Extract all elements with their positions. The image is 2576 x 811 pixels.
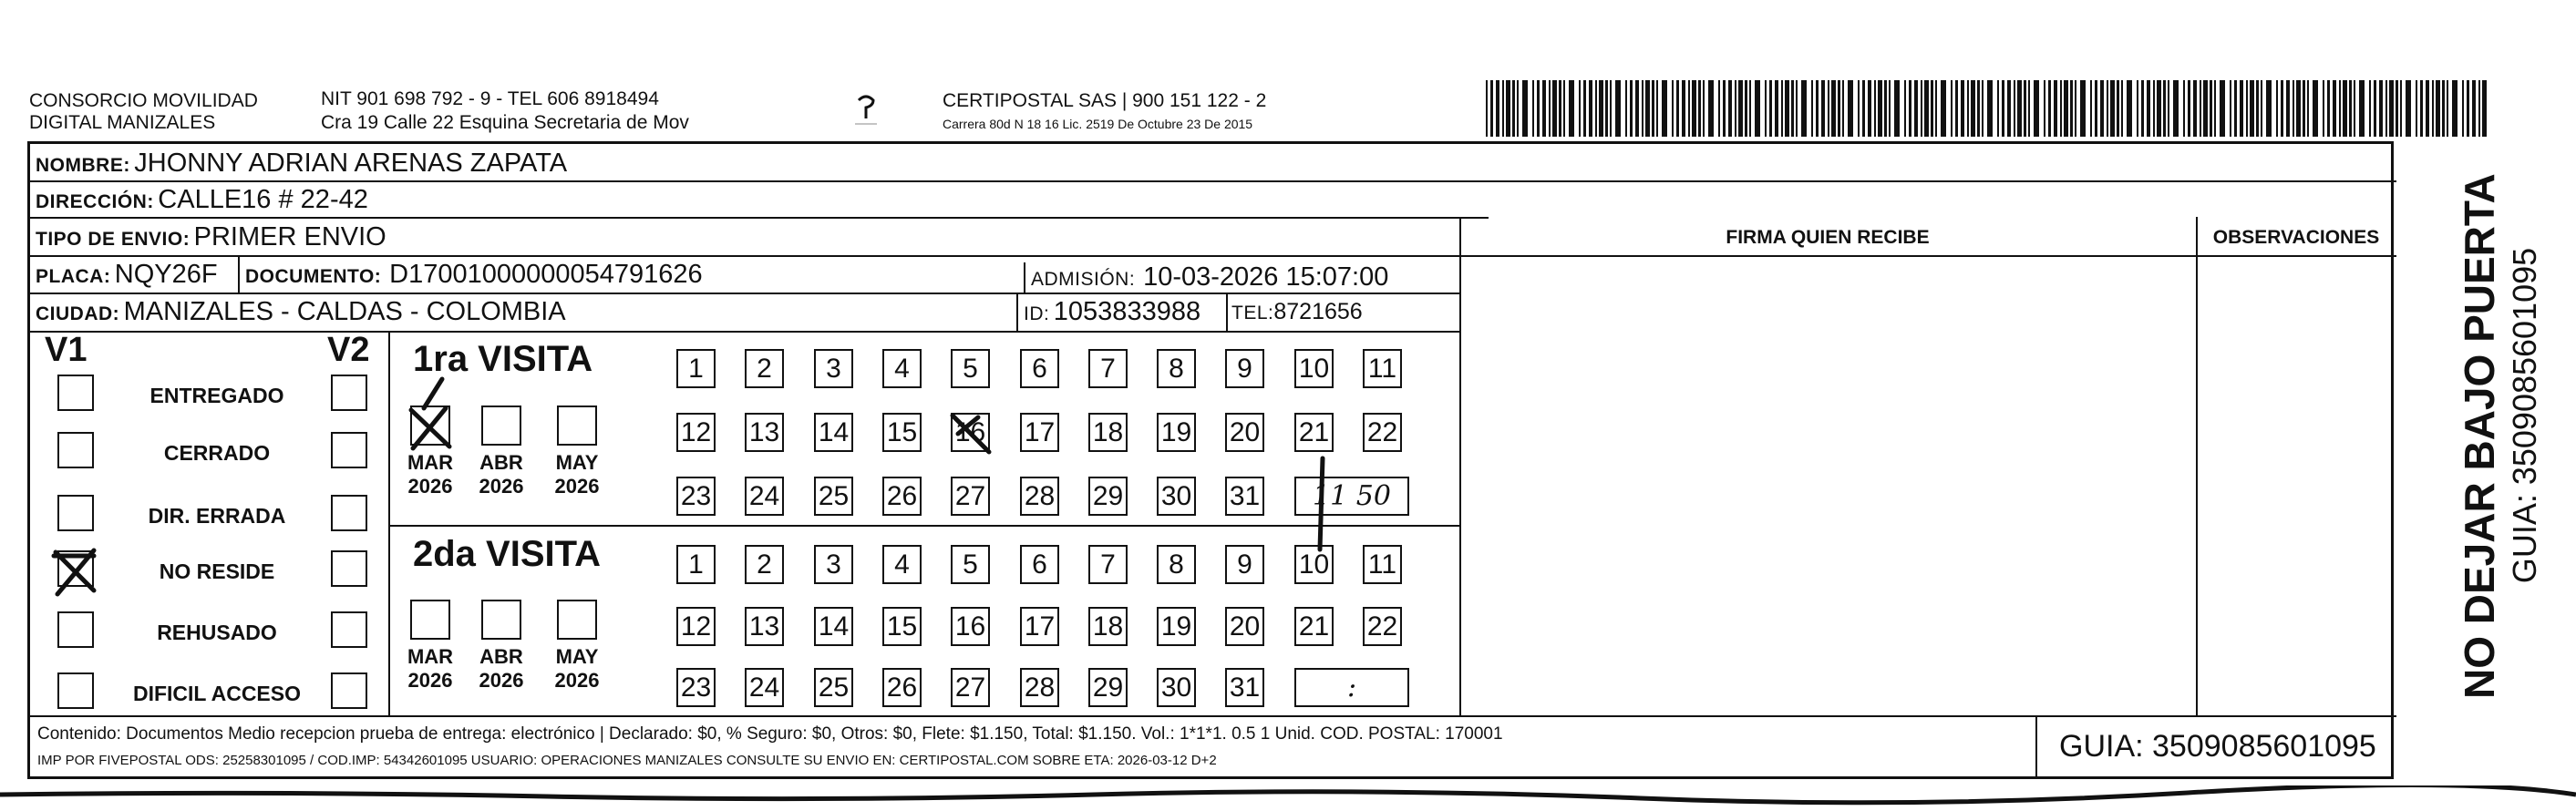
day-box[interactable]: 15 xyxy=(882,607,922,646)
direccion-label: DIRECCIÓN: xyxy=(36,191,154,212)
carrier-line2: Carrera 80d N 18 16 Lic. 2519 De Octubre 23 De 2015 xyxy=(943,117,1253,131)
direccion-value: CALLE16 # 22-42 xyxy=(158,185,368,214)
day-box[interactable]: 14 xyxy=(814,413,853,452)
barcode-icon xyxy=(1486,80,2488,137)
month-checkbox[interactable] xyxy=(557,600,597,640)
documento-label: DOCUMENTO: xyxy=(245,266,382,287)
firma-column-header: FIRMA QUIEN RECIBE xyxy=(1726,227,1930,248)
day-box[interactable]: 8 xyxy=(1157,349,1196,388)
day-box[interactable]: 10 xyxy=(1294,545,1334,584)
day-box[interactable]: 5 xyxy=(951,349,990,388)
tear-edge xyxy=(0,785,2576,811)
day-box[interactable]: 23 xyxy=(676,477,716,516)
day-box[interactable]: 25 xyxy=(814,477,853,516)
day-box[interactable]: 30 xyxy=(1157,668,1196,707)
day-box[interactable]: 11 xyxy=(1363,545,1402,584)
month-label: MAR xyxy=(407,645,454,668)
day-box[interactable]: 2 xyxy=(745,349,784,388)
day-box[interactable]: 12 xyxy=(676,607,716,646)
month-label: ABR xyxy=(479,451,523,474)
day-box[interactable]: 9 xyxy=(1225,545,1264,584)
day-box[interactable]: 16 xyxy=(951,413,990,452)
ciudad-value: MANIZALES - CALDAS - COLOMBIA xyxy=(123,297,566,326)
year-label: 2026 xyxy=(479,475,524,498)
footer-imp-line: IMP POR FIVEPOSTAL ODS: 25258301095 / COD.IMP: 54342601095 USUARIO: OPERACIONES MANIZALES CONSULTE SU ENVIO EN: CERTIPOSTAL.COM SOBRE ETA: 2026-03-12 D+2 xyxy=(37,753,1217,768)
observaciones-column-header: OBSERVACIONES xyxy=(2212,227,2380,248)
day-box[interactable]: 31 xyxy=(1225,477,1264,516)
v1-label: V1 xyxy=(45,331,88,369)
first-visit-title: 1ra VISITA xyxy=(413,339,593,379)
company-name-line2: DIGITAL MANIZALES xyxy=(29,112,216,133)
day-box[interactable]: 5 xyxy=(951,545,990,584)
tel-value: 8721656 xyxy=(1273,299,1363,324)
year-label: 2026 xyxy=(554,475,600,498)
v2-checkbox[interactable] xyxy=(331,611,367,648)
carrier-line1: CERTIPOSTAL SAS | 900 151 122 - 2 xyxy=(943,90,1267,111)
side-text xyxy=(2406,173,2543,699)
month-checkbox[interactable] xyxy=(481,600,521,640)
v1-checkbox[interactable] xyxy=(57,611,94,648)
status-option-label: ENTREGADO xyxy=(149,384,284,407)
status-option-label: DIR. ERRADA xyxy=(148,504,286,528)
day-box[interactable]: 17 xyxy=(1020,413,1059,452)
day-box[interactable]: 17 xyxy=(1020,607,1059,646)
day-box[interactable]: 26 xyxy=(882,477,922,516)
nit-line: NIT 901 698 792 - 9 - TEL 606 8918494 xyxy=(321,88,659,109)
day-box[interactable]: 18 xyxy=(1088,413,1128,452)
day-box[interactable]: 7 xyxy=(1088,349,1128,388)
day-box[interactable]: 15 xyxy=(882,413,922,452)
month-label: ABR xyxy=(479,645,523,668)
nombre-label: NOMBRE: xyxy=(36,155,130,176)
day-box[interactable]: 9 xyxy=(1225,349,1264,388)
day-box[interactable]: 2 xyxy=(745,545,784,584)
month-checkbox[interactable] xyxy=(410,600,450,640)
v1-checkbox[interactable] xyxy=(57,495,94,531)
year-label: 2026 xyxy=(554,669,600,692)
day-box[interactable]: 19 xyxy=(1157,607,1196,646)
day-box[interactable]: 4 xyxy=(882,349,922,388)
placa-label: PLACA: xyxy=(36,266,111,287)
day-box[interactable]: 18 xyxy=(1088,607,1128,646)
tipo-envio-label: TIPO DE ENVIO: xyxy=(36,229,191,250)
day-box[interactable]: 22 xyxy=(1363,413,1402,452)
day-box[interactable]: 21 xyxy=(1294,607,1334,646)
v2-checkbox[interactable] xyxy=(331,495,367,531)
v2-checkbox[interactable] xyxy=(331,432,367,468)
year-label: 2026 xyxy=(407,669,453,692)
day-box[interactable]: 29 xyxy=(1088,668,1128,707)
tel-label: TEL: xyxy=(1231,303,1274,323)
day-box[interactable]: 13 xyxy=(745,413,784,452)
time-box[interactable]: 11 50 xyxy=(1294,477,1409,516)
day-box[interactable]: 13 xyxy=(745,607,784,646)
day-box[interactable]: 27 xyxy=(951,477,990,516)
month-checkbox[interactable] xyxy=(410,406,450,446)
status-option-label: NO RESIDE xyxy=(159,559,275,583)
nombre-value: JHONNY ADRIAN ARENAS ZAPATA xyxy=(134,149,568,178)
day-box[interactable]: 6 xyxy=(1020,545,1059,584)
v1-checkbox[interactable] xyxy=(57,432,94,468)
day-box[interactable]: 20 xyxy=(1225,413,1264,452)
documento-value: D17001000000054791626 xyxy=(389,260,703,289)
admision-value: 10-03-2026 15:07:00 xyxy=(1143,262,1389,292)
day-box[interactable]: 1 xyxy=(676,349,716,388)
pin-logo-icon xyxy=(848,91,884,128)
day-box[interactable]: 28 xyxy=(1020,477,1059,516)
day-box[interactable]: 10 xyxy=(1294,349,1334,388)
month-label: MAY xyxy=(555,645,599,668)
status-option-label: DIFICIL ACCESO xyxy=(132,682,301,705)
month-label: MAR xyxy=(407,451,454,474)
v2-checkbox[interactable] xyxy=(331,375,367,411)
day-box[interactable]: 30 xyxy=(1157,477,1196,516)
year-label: 2026 xyxy=(407,475,453,498)
day-box[interactable]: 20 xyxy=(1225,607,1264,646)
month-label: MAY xyxy=(555,451,599,474)
status-option-label: CERRADO xyxy=(163,441,271,465)
v1-checkbox[interactable] xyxy=(57,672,94,709)
day-box[interactable]: 7 xyxy=(1088,545,1128,584)
day-box[interactable]: 14 xyxy=(814,607,853,646)
ciudad-label: CIUDAD: xyxy=(36,303,120,324)
day-box[interactable]: 3 xyxy=(814,545,853,584)
v2-checkbox[interactable] xyxy=(331,672,367,709)
time-box[interactable]: : xyxy=(1294,668,1409,707)
company-name-line1: CONSORCIO MOVILIDAD xyxy=(29,90,258,111)
day-box[interactable]: 8 xyxy=(1157,545,1196,584)
month-checkbox[interactable] xyxy=(481,406,521,446)
day-box[interactable]: 11 xyxy=(1363,349,1402,388)
day-box[interactable]: 6 xyxy=(1020,349,1059,388)
day-box[interactable]: 19 xyxy=(1157,413,1196,452)
footer-guia: GUIA: 3509085601095 xyxy=(2059,729,2376,764)
v1-checkbox[interactable] xyxy=(57,375,94,411)
admision-label: ADMISIÓN: xyxy=(1031,269,1136,290)
day-box[interactable]: 1 xyxy=(676,545,716,584)
second-visit-title: 2da VISITA xyxy=(413,534,601,574)
day-box[interactable]: 29 xyxy=(1088,477,1128,516)
v1-checkbox[interactable] xyxy=(57,550,94,587)
day-box[interactable]: 31 xyxy=(1225,668,1264,707)
day-box[interactable]: 21 xyxy=(1294,413,1334,452)
delivery-form xyxy=(27,141,2394,779)
year-label: 2026 xyxy=(479,669,524,692)
day-box[interactable]: 25 xyxy=(814,668,853,707)
day-box[interactable]: 27 xyxy=(951,668,990,707)
v2-label: V2 xyxy=(327,331,370,369)
address-line: Cra 19 Calle 22 Esquina Secretaria de Mov xyxy=(321,112,689,133)
v2-checkbox[interactable] xyxy=(331,550,367,587)
day-box[interactable]: 26 xyxy=(882,668,922,707)
day-box[interactable]: 28 xyxy=(1020,668,1059,707)
day-box[interactable]: 3 xyxy=(814,349,853,388)
id-value: 1053833988 xyxy=(1053,297,1201,326)
day-box[interactable]: 16 xyxy=(951,607,990,646)
day-box[interactable]: 12 xyxy=(676,413,716,452)
placa-value: NQY26F xyxy=(114,260,218,289)
id-label: ID: xyxy=(1024,303,1050,324)
day-box[interactable]: 4 xyxy=(882,545,922,584)
tipo-envio-value: PRIMER ENVIO xyxy=(193,222,386,252)
status-option-label: REHUSADO xyxy=(157,621,277,644)
day-box[interactable]: 22 xyxy=(1363,607,1402,646)
day-box[interactable]: 23 xyxy=(676,668,716,707)
month-checkbox[interactable] xyxy=(557,406,597,446)
day-box[interactable]: 24 xyxy=(745,668,784,707)
no-dejar-warning: NO DEJAR BAJO PUERTA xyxy=(2456,173,2503,699)
footer-content-line: Contenido: Documentos Medio recepcion prueba de entrega: electrónico | Declarado: $0, % Seguro: $0, Otros: $0, Flete: $1.150, Total: $1.150. Vol.: 1*1*1. 0.5 1 Unid. COD. POSTAL: 170001 xyxy=(37,724,1503,744)
side-guia: GUIA: 3509085601095 xyxy=(2506,247,2543,584)
day-box[interactable]: 24 xyxy=(745,477,784,516)
